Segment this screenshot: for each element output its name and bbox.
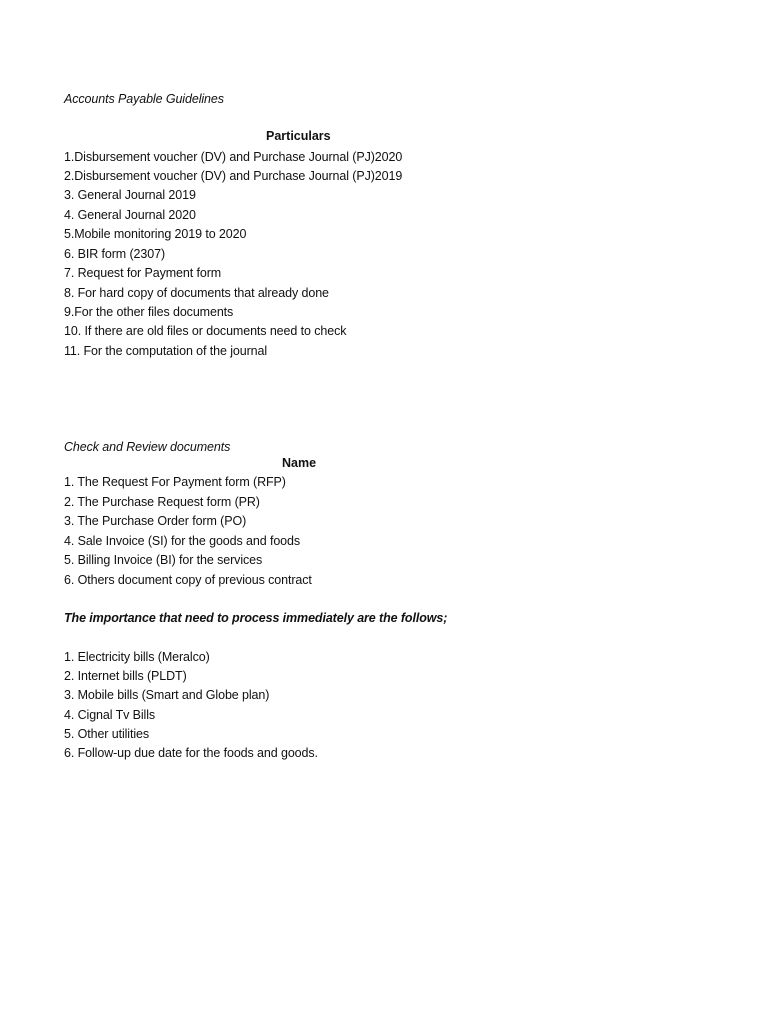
- check-review-title: Check and Review documents: [64, 440, 231, 454]
- list-item: 5. Billing Invoice (BI) for the services: [64, 553, 263, 567]
- list-item: 7. Request for Payment form: [64, 266, 222, 280]
- list-item: 1.Disbursement voucher (DV) and Purchase Journal (PJ)2020: [64, 150, 403, 164]
- list-item: 6. BIR form (2307): [64, 247, 166, 261]
- list-item: 9.For the other files documents: [64, 305, 234, 319]
- list-item: 5. Other utilities: [64, 727, 150, 741]
- list-item: 3. The Purchase Order form (PO): [64, 514, 247, 528]
- list-item: 5.Mobile monitoring 2019 to 2020: [64, 227, 247, 241]
- list-item: 6. Follow-up due date for the foods and goods.: [64, 746, 318, 760]
- list-item: 4. Cignal Tv Bills: [64, 708, 156, 722]
- list-item: 2. Internet bills (PLDT): [64, 669, 187, 683]
- name-heading: Name: [282, 456, 317, 470]
- list-item: 8. For hard copy of documents that already done: [64, 286, 329, 300]
- list-item: 3. Mobile bills (Smart and Globe plan): [64, 688, 270, 702]
- list-item: 4. General Journal 2020: [64, 208, 196, 222]
- priority-title: The importance that need to process immediately are the follows;: [64, 611, 448, 625]
- list-item: 2. The Purchase Request form (PR): [64, 495, 260, 509]
- list-item: 11. For the computation of the journal: [64, 344, 268, 358]
- list-item: 6. Others document copy of previous contract: [64, 573, 312, 587]
- document-title: Accounts Payable Guidelines: [64, 92, 224, 106]
- list-item: 1. Electricity bills (Meralco): [64, 650, 210, 664]
- list-item: 10. If there are old files or documents need to check: [64, 324, 347, 338]
- particulars-heading: Particulars: [266, 129, 331, 143]
- list-item: 2.Disbursement voucher (DV) and Purchase Journal (PJ)2019: [64, 169, 403, 183]
- list-item: 4. Sale Invoice (SI) for the goods and foods: [64, 534, 301, 548]
- list-item: 1. The Request For Payment form (RFP): [64, 475, 286, 489]
- list-item: 3. General Journal 2019: [64, 188, 196, 202]
